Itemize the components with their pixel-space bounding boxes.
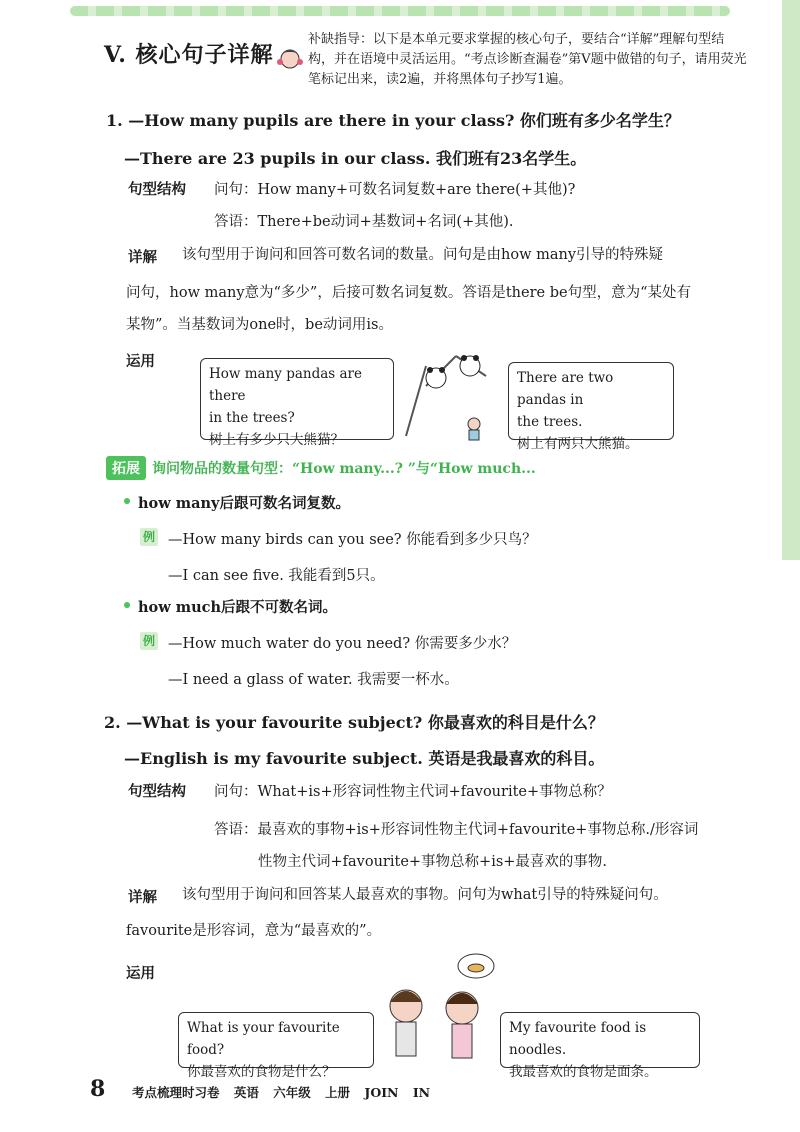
item2-use-label: 运用 bbox=[126, 965, 155, 982]
item2-right-speech-bubble bbox=[500, 1012, 700, 1080]
example-badge: 例 bbox=[140, 632, 158, 650]
item2-detail-label: 详解 bbox=[128, 889, 157, 906]
item1-answer: —There are 23 pupils in our class. 我们班有23名学生。 bbox=[124, 149, 587, 168]
item1-detail-line2: 问句，how many意为“多少”，后接可数名词复数。答语是there be句型，意为“某处有 bbox=[126, 285, 691, 301]
item2-structure-answer-1: 答语：最喜欢的事物+is+形容词性物主代词+favourite+事物总称./形容词 bbox=[214, 822, 699, 838]
bubble-text: My favourite food is noodles. bbox=[509, 1020, 647, 1058]
section-title: V. 核心句子详解 bbox=[104, 42, 274, 68]
item1-detail-line3: 某物”。当基数词为one时，be动词用is。 bbox=[126, 317, 394, 333]
bubble-text: There are two pandas in bbox=[517, 370, 614, 408]
example-line: —I need a glass of water. 我需要一杯水。 bbox=[168, 672, 459, 688]
item1-structure-answer: 答语：There+be动词+基数词+名词(+其他). bbox=[214, 214, 514, 230]
item2-left-speech-bubble bbox=[178, 1012, 374, 1080]
example-line: —How many birds can you see? 你能看到多少只鸟？ bbox=[168, 532, 537, 548]
page-number: 8 bbox=[90, 1076, 106, 1102]
extension-rule-much: how much后跟不可数名词。 bbox=[138, 599, 337, 616]
children-noodles-illustration bbox=[378, 950, 500, 1070]
extension-title: 询问物品的数量句型：“How many...? ”与“How much... bbox=[152, 461, 536, 477]
bullet-dot bbox=[124, 498, 130, 504]
item2-answer: —English is my favourite subject. 英语是我最喜欢的科目。 bbox=[124, 749, 605, 768]
footer-book-title: 考点梳理时习卷 英语 六年级 上册 JOIN IN bbox=[132, 1085, 431, 1100]
bubble-text: How many pandas are there bbox=[209, 366, 362, 404]
item2-question: 2. —What is your favourite subject? 你最喜欢的科目是什么？ bbox=[104, 713, 604, 732]
item1-right-speech-bubble bbox=[508, 362, 674, 452]
example-badge: 例 bbox=[140, 528, 158, 546]
example-line: —I can see five. 我能看到5只。 bbox=[168, 568, 385, 584]
bullet-dot bbox=[124, 602, 130, 608]
item1-left-speech-bubble bbox=[200, 358, 394, 448]
side-tab-strip bbox=[782, 0, 800, 560]
bubble-text: 树上有多少只大熊猫？ bbox=[209, 432, 344, 448]
bubble-text: in the trees? bbox=[209, 410, 295, 426]
item2-structure-question: 问句：What+is+形容词性物主代词+favourite+事物总称？ bbox=[214, 784, 612, 800]
item2-structure-answer-2: 性物主代词+favourite+事物总称+is+最喜欢的事物. bbox=[258, 854, 608, 870]
item1-detail-label: 详解 bbox=[128, 249, 157, 266]
girl-mascot-icon bbox=[276, 44, 304, 74]
bubble-text: the trees. bbox=[517, 414, 583, 430]
bubble-text: 树上有两只大熊猫。 bbox=[517, 436, 639, 452]
panda-tree-illustration bbox=[396, 346, 506, 442]
item1-use-label: 运用 bbox=[126, 353, 155, 370]
item1-question: 1. —How many pupils are there in your class? 你们班有多少名学生？ bbox=[106, 111, 680, 130]
top-decorative-band bbox=[70, 6, 730, 16]
extension-rule-many: how many后跟可数名词复数。 bbox=[138, 495, 350, 512]
study-guide-note: 补缺指导：以下是本单元要求掌握的核心句子，要结合“详解”理解句型结构，并在语境中灵活运用。“考点诊断查漏卷”第Ⅴ题中做错的句子，请用荧光笔标记出来，读2遍，并将黑体句子抄写1遍。 bbox=[308, 32, 747, 87]
item1-structure-question: 问句：How many+可数名词复数+are there(+其他)? bbox=[214, 182, 576, 198]
item1-detail-line1: 该句型用于询问和回答可数名词的数量。问句是由how many引导的特殊疑 bbox=[182, 247, 664, 263]
example-line: —How much water do you need? 你需要多少水？ bbox=[168, 636, 517, 652]
item2-detail-line1: 该句型用于询问和回答某人最喜欢的事物。问句为what引导的特殊疑问句。 bbox=[182, 887, 668, 903]
bubble-text: 我最喜欢的食物是面条。 bbox=[509, 1064, 658, 1080]
bubble-text: What is your favourite food? bbox=[187, 1020, 340, 1058]
item2-structure-label: 句型结构 bbox=[128, 783, 186, 800]
item1-structure-label: 句型结构 bbox=[128, 181, 186, 198]
extension-badge: 拓展 bbox=[106, 456, 146, 480]
bubble-text: 你最喜欢的食物是什么？ bbox=[187, 1064, 336, 1080]
item2-detail-line2: favourite是形容词，意为“最喜欢的”。 bbox=[126, 923, 382, 939]
